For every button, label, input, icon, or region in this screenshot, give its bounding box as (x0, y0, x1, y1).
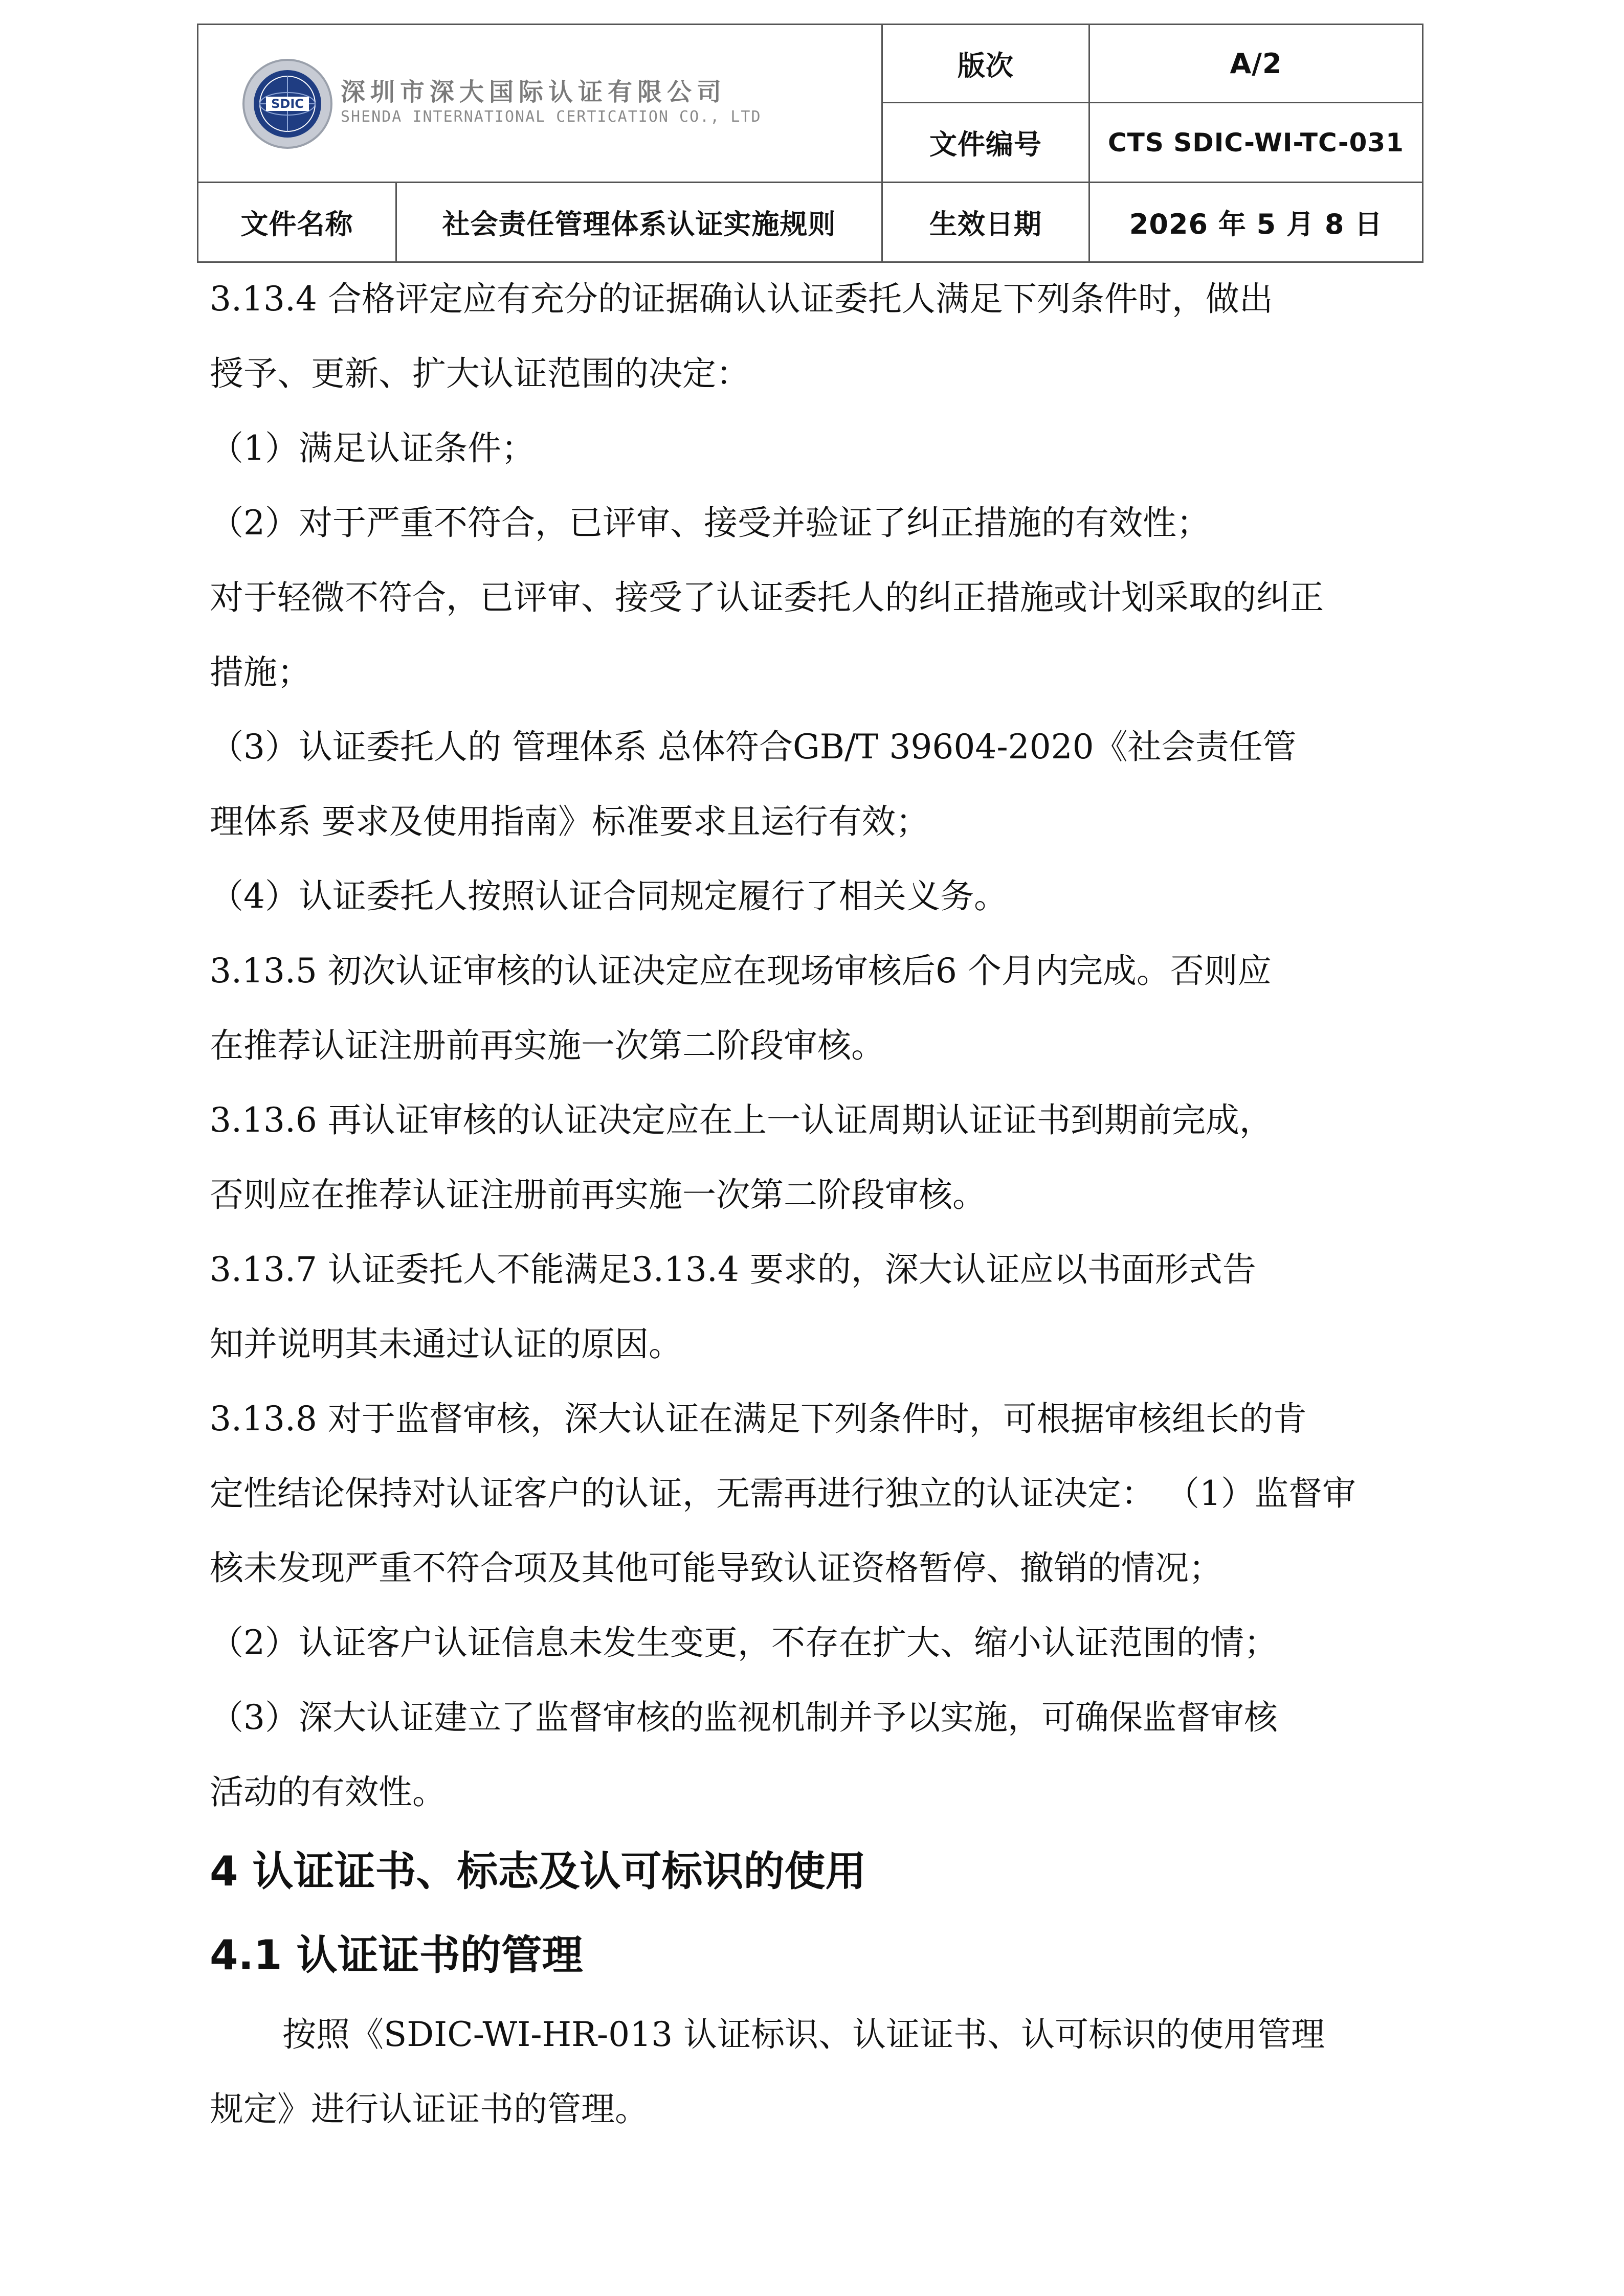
logo-text: SDIC (271, 97, 304, 111)
company-logo-block (198, 25, 881, 183)
body-line: （2）对于严重不符合，已评审、接受并验证了纠正措施的有效性； (210, 503, 1210, 543)
body-line: （1）满足认证条件； (210, 429, 535, 468)
body-line: 规定》进行认证证书的管理。 (210, 2089, 649, 2129)
body-line: 知并说明其未通过认证的原因。 (210, 1324, 682, 1364)
version-label: 版次 (958, 49, 1014, 82)
body-line: 3.13.7 认证委托人不能满足3.13.4 要求的，深大认证应以书面形式告 (210, 1250, 1256, 1289)
body-line: （2）认证客户认证信息未发生变更，不存在扩大、缩小认证范围的情； (210, 1623, 1278, 1662)
body-line: 按照《SDIC-WI-HR-013 认证标识、认证证书、认可标识的使用管理 (282, 2015, 1325, 2054)
doc-number-value: CTS SDIC-WI-TC-031 (1108, 127, 1404, 157)
body-line: （4）认证委托人按照认证合同规定履行了相关义务。 (210, 876, 1008, 916)
body-line: 在推荐认证注册前再实施一次第二阶段审核。 (210, 1026, 885, 1065)
section-heading-4: 4 认证证书、标志及认可标识的使用 (210, 1848, 866, 1895)
document-header-table (197, 24, 1423, 263)
body-line: 对于轻微不符合，已评审、接受了认证委托人的纠正措施或计划采取的纠正 (210, 578, 1324, 617)
effective-date-label: 生效日期 (929, 208, 1042, 240)
body-line: 3.13.8 对于监督审核，深大认证在满足下列条件时，可根据审核组长的肯 (210, 1399, 1307, 1438)
body-line: 授予、更新、扩大认证范围的决定： (210, 354, 750, 393)
body-line: 否则应在推荐认证注册前再实施一次第二阶段审核。 (210, 1175, 986, 1214)
document-body (210, 262, 1473, 2147)
doc-name-label: 文件名称 (240, 208, 353, 240)
company-seal-icon (241, 58, 333, 150)
body-line: 理体系 要求及使用指南》标准要求且运行有效； (210, 802, 929, 841)
company-name-cn: 深圳市深大国际认证有限公司 (341, 78, 727, 106)
body-line: 活动的有效性。 (210, 1772, 446, 1812)
version-value: A/2 (1230, 47, 1282, 80)
body-line: 3.13.4 合格评定应有充分的证据确认认证委托人满足下列条件时，做出 (210, 279, 1273, 319)
company-name-en: SHENDA INTERNATIONAL CERTICATION CO., LTD (341, 108, 762, 126)
doc-number-label: 文件编号 (929, 128, 1042, 161)
body-line: （3）深大认证建立了监督审核的监视机制并予以实施，可确保监督审核 (210, 1698, 1278, 1737)
body-line: 3.13.5 初次认证审核的认证决定应在现场审核后6 个月内完成。否则应 (210, 951, 1272, 991)
body-line: 核未发现严重不符合项及其他可能导致认证资格暂停、撤销的情况； (210, 1548, 1222, 1588)
effective-date-value: 2026 年 5 月 8 日 (1129, 208, 1383, 240)
body-line: 措施； (210, 652, 311, 692)
body-line: 3.13.6 再认证审核的认证决定应在上一认证周期认证证书到期前完成， (210, 1100, 1273, 1140)
body-line: （3）认证委托人的 管理体系 总体符合GB/T 39604-2020《社会责任管 (210, 727, 1297, 767)
doc-name-value: 社会责任管理体系认证实施规则 (442, 208, 836, 240)
section-heading-4-1: 4.1 认证证书的管理 (210, 1931, 583, 1979)
body-line: 定性结论保持对认证客户的认证，无需再进行独立的认证决定： （1）监督审 (210, 1474, 1356, 1513)
